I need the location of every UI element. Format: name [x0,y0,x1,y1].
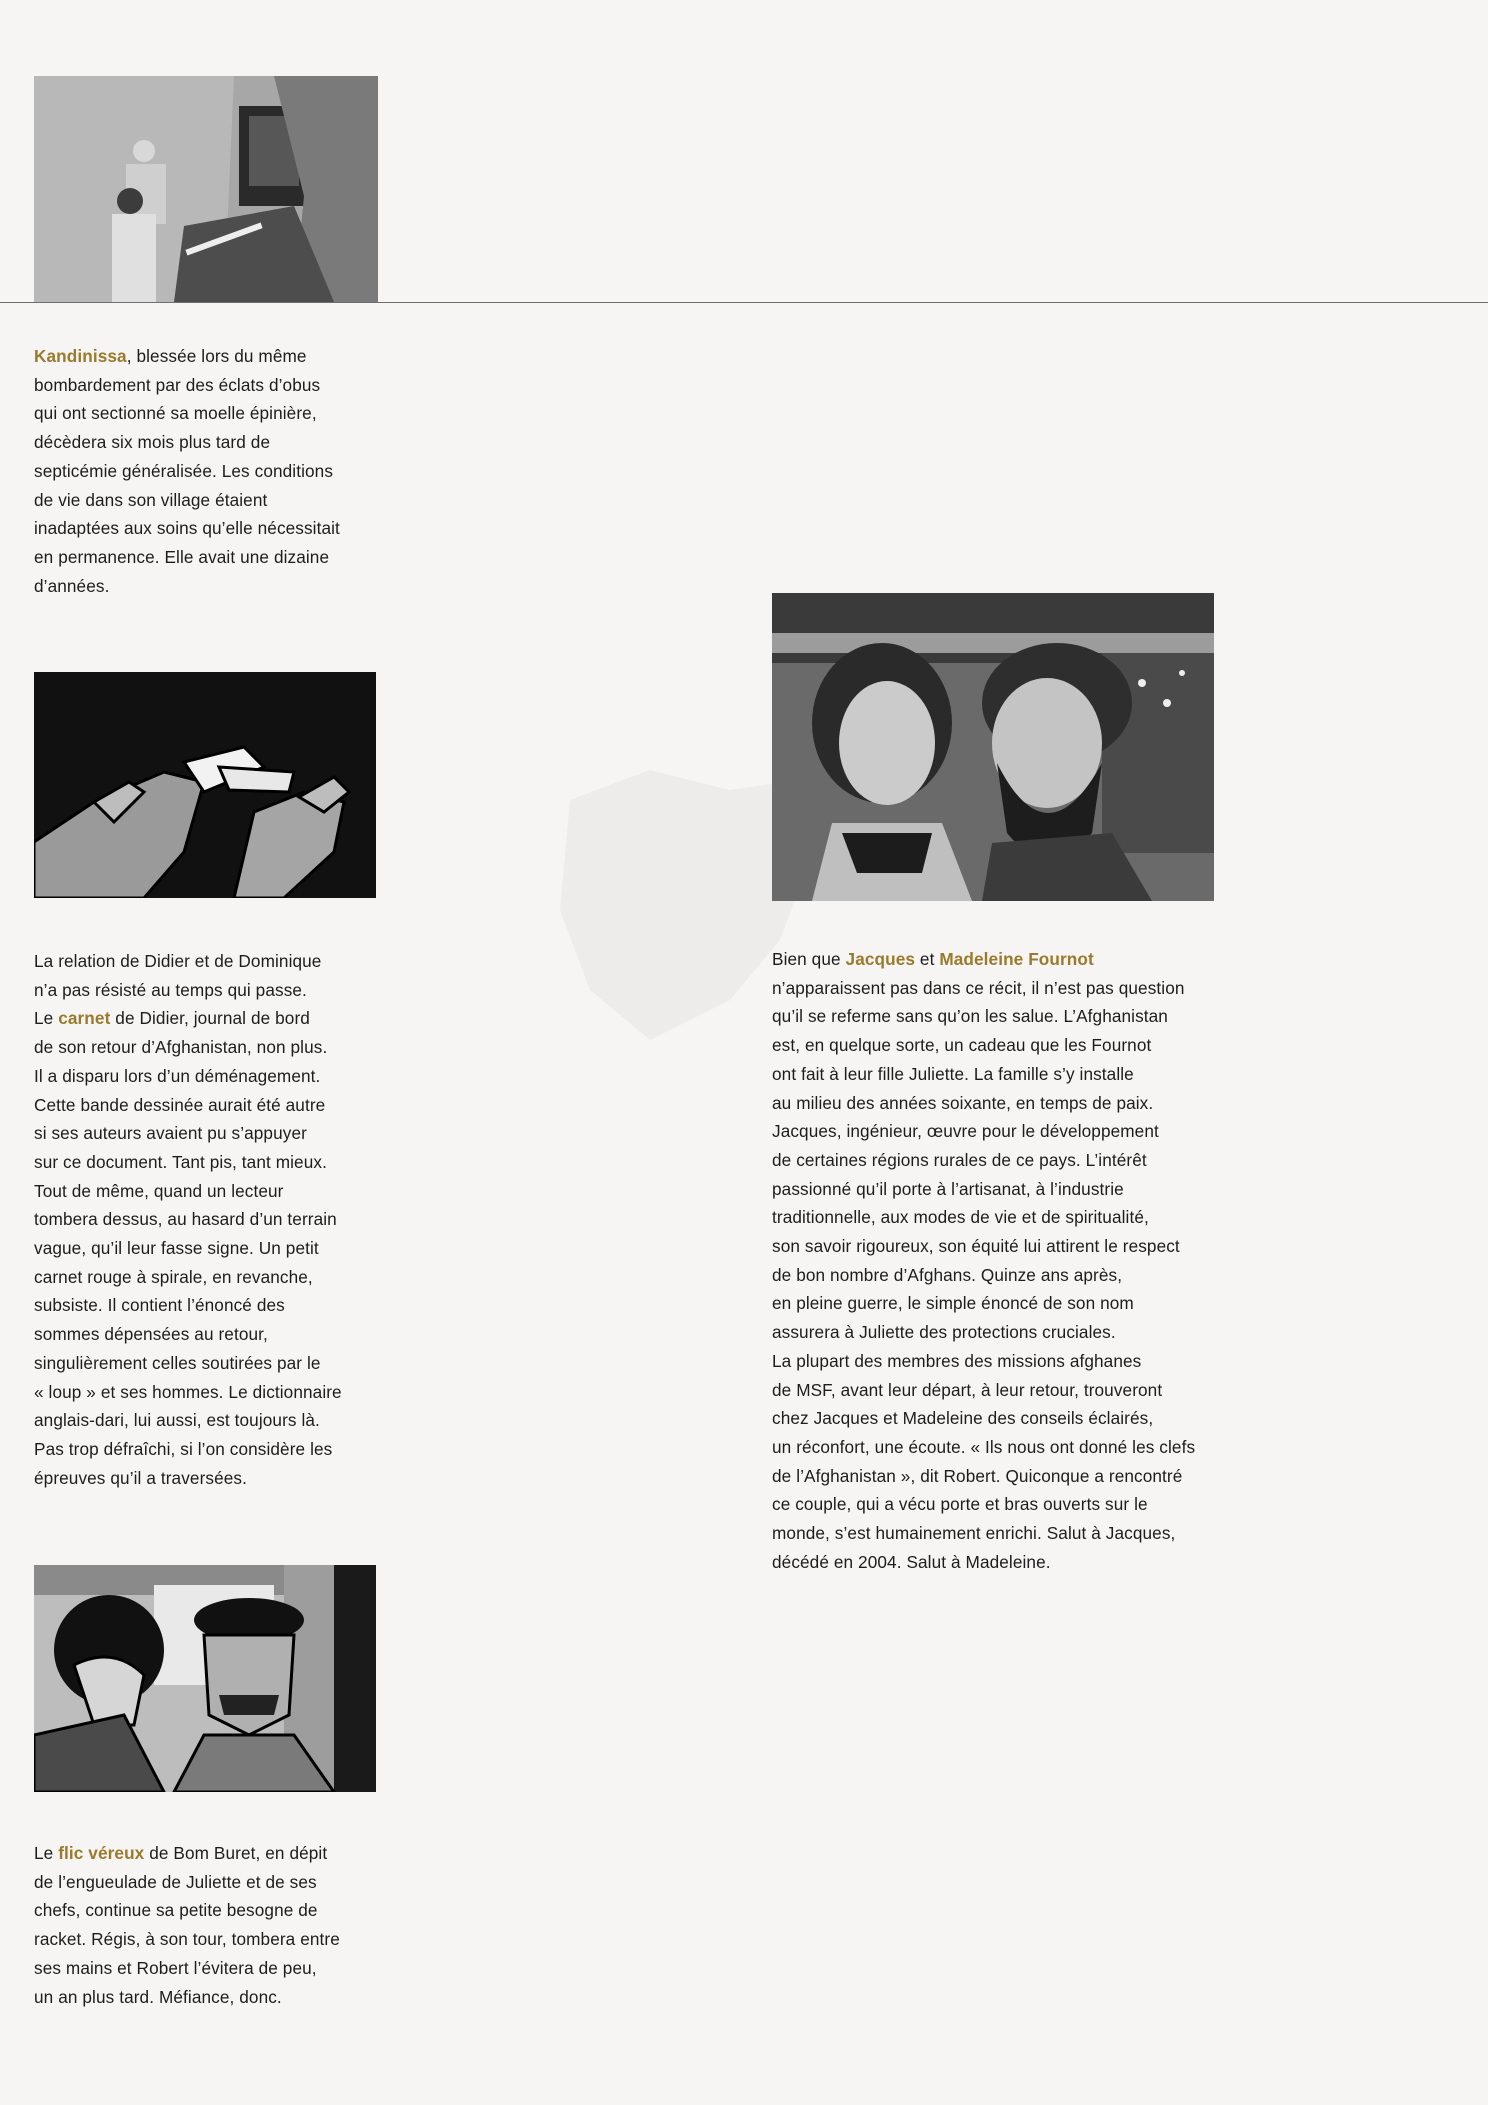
text-segment: de l’engueulade de Juliette et de ses [34,1871,317,1892]
text-line [772,1404,1292,1433]
text-line [34,371,414,400]
text-line [34,1119,414,1148]
text-line [772,1060,1292,1089]
text-segment: et [915,949,940,969]
paragraph-kandinissa [34,342,414,600]
text-line [34,1033,414,1062]
photo-hands-papers [34,672,376,898]
text-line [34,342,414,371]
text-segment: Jacques, ingénieur, œuvre pour le développement [772,1121,1159,1142]
text-line [772,1232,1292,1261]
paragraph-carnet [34,947,414,1492]
highlighted-term: Jacques [845,949,916,969]
text-segment: en permanence. Elle avait une dizaine [34,546,330,567]
text-segment: ont fait à leur fille Juliette. La famille s’y installe [772,1063,1134,1084]
text-segment: subsiste. Il contient l’énoncé des [34,1295,285,1316]
text-segment: en pleine guerre, le simple énoncé de son nom [772,1293,1134,1314]
bw-portrait-couple-icon [772,593,1214,901]
text-segment: ce couple, qui a vécu porte et bras ouverts sur le [772,1494,1148,1515]
text-line [34,947,414,976]
text-line [772,1089,1292,1118]
text-segment: au milieu des années soixante, en temps de paix. [772,1092,1154,1113]
text-segment: « loup » et ses hommes. Le dictionnaire [34,1381,342,1402]
highlighted-term: flic véreux [58,1843,145,1863]
text-segment: Pas trop défraîchi, si l’on considère les [34,1438,333,1459]
highlighted-term: Madeleine Fournot [939,949,1094,969]
text-line [34,1205,414,1234]
text-segment: chez Jacques et Madeleine des conseils éclairés, [772,1408,1154,1429]
text-segment: qu’il se referme sans qu’on les salue. L’Afghanistan [772,1006,1168,1027]
text-line [34,1896,414,1925]
text-line [34,428,414,457]
text-line [772,1261,1292,1290]
text-segment: son savoir rigoureux, son équité lui attirent le respect [772,1236,1180,1257]
text-line [772,1433,1292,1462]
highlighted-term: Kandinissa [34,346,127,366]
text-segment: de son retour d’Afghanistan, non plus. [34,1037,328,1058]
text-segment: qui ont sectionné sa moelle épinière, [34,403,317,424]
horizontal-rule [0,302,1488,303]
text-line [772,1117,1292,1146]
text-segment: Il a disparu lors d’un déménagement. [34,1065,321,1086]
text-line [772,1548,1292,1577]
text-line [34,1868,414,1897]
text-segment: sur ce document. Tant pis, tant mieux. [34,1151,327,1172]
text-line [34,1091,414,1120]
text-line [34,1263,414,1292]
text-segment: Le [34,1008,59,1029]
text-segment: n’apparaissent pas dans ce récit, il n’est pas question [772,977,1185,998]
text-segment: de l’Afghanistan », dit Robert. Quiconque a rencontré [772,1465,1183,1486]
text-line [34,543,414,572]
text-line [34,1925,414,1954]
text-segment: La relation de Didier et de Dominique [34,951,322,971]
text-line [772,974,1292,1003]
text-segment: singulièrement celles soutirées par le [34,1352,321,1373]
text-line [772,1289,1292,1318]
text-line [34,1004,414,1033]
text-segment: de MSF, avant leur départ, à leur retour, trouveront [772,1379,1163,1400]
photo-fournot-couple [772,593,1214,901]
text-segment: bombardement par des éclats d’obus [34,374,321,395]
text-line [34,1378,414,1407]
paragraph-fournot [772,945,1292,1576]
text-segment: , blessée lors du même [126,346,307,366]
text-segment: monde, s’est humainement enrichi. Salut à Jacques, [772,1523,1176,1544]
text-line [34,457,414,486]
text-segment: chefs, continue sa petite besogne de [34,1900,318,1921]
text-line [772,945,1292,974]
text-segment: d’années. [34,575,110,596]
text-segment: Tout de même, quand un lecteur [34,1180,284,1201]
text-line [34,1320,414,1349]
text-line [34,976,414,1005]
text-line [34,1234,414,1263]
text-segment: vague, qu’il leur fasse signe. Un petit [34,1238,319,1259]
text-line [34,1148,414,1177]
photo-doorway [34,76,378,302]
bw-photo-men-at-doorway-icon [34,76,378,302]
text-segment: épreuves qu’il a traversées. [34,1467,247,1488]
text-segment: racket. Régis, à son tour, tombera entre [34,1929,340,1950]
text-line [34,1464,414,1493]
text-segment: n’a pas résisté au temps qui passe. [34,979,307,1000]
text-segment: décèdera six mois plus tard de [34,432,271,453]
text-line [34,1349,414,1378]
text-line [34,1062,414,1091]
text-segment: septicémie généralisée. Les conditions [34,460,334,481]
text-segment: La plupart des membres des missions afghanes [772,1350,1142,1371]
text-segment: ses mains et Robert l’évitera de peu, [34,1957,317,1978]
text-line [34,572,414,601]
text-segment: un réconfort, une écoute. « Ils nous ont donné les clefs [772,1436,1196,1457]
text-line [34,1406,414,1435]
text-line [34,1435,414,1464]
paragraph-flic-vereux [34,1839,414,2011]
text-segment: Bien que [772,949,846,969]
text-line [772,1318,1292,1347]
text-segment: Cette bande dessinée aurait été autre [34,1094,326,1115]
photo-policeman [34,1565,376,1792]
text-line [34,399,414,428]
text-segment: si ses auteurs avaient pu s’appuyer [34,1123,307,1144]
text-line [34,1839,414,1868]
text-segment: passionné qu’il porte à l’artisanat, à l’industrie [772,1178,1124,1199]
text-segment: de certaines régions rurales de ce pays. L’intérêt [772,1149,1147,1170]
text-segment: Le [34,1843,59,1863]
text-line [772,1203,1292,1232]
text-segment: un an plus tard. Méfiance, donc. [34,1986,282,2007]
text-line [772,1175,1292,1204]
text-line [34,514,414,543]
text-segment: de Bom Buret, en dépit [144,1843,328,1863]
text-line [772,1462,1292,1491]
text-segment: inadaptées aux soins qu’elle nécessitait [34,518,340,539]
comic-panel-hands-holding-papers-icon [34,672,376,898]
text-line [34,1954,414,1983]
text-line [34,1983,414,2012]
text-line [772,1347,1292,1376]
text-line [34,1177,414,1206]
highlighted-term: carnet [58,1008,111,1029]
comic-panel-policeman-and-man-icon [34,1565,376,1792]
text-line [772,1002,1292,1031]
text-segment: est, en quelque sorte, un cadeau que les Fournot [772,1035,1152,1056]
text-segment: anglais-dari, lui aussi, est toujours là. [34,1410,320,1431]
text-segment: sommes dépensées au retour, [34,1324,268,1345]
text-segment: de vie dans son village étaient [34,489,268,510]
text-line [34,1291,414,1320]
text-segment: tombera dessus, au hasard d’un terrain [34,1209,337,1230]
text-line [772,1031,1292,1060]
text-segment: de Didier, journal de bord [110,1008,310,1029]
text-segment: carnet rouge à spirale, en revanche, [34,1266,313,1287]
text-segment: de bon nombre d’Afghans. Quinze ans après, [772,1264,1123,1285]
text-segment: assurera à Juliette des protections cruciales. [772,1322,1116,1343]
text-segment: traditionnelle, aux modes de vie et de spiritualité, [772,1207,1149,1228]
text-line [772,1146,1292,1175]
text-line [34,486,414,515]
text-line [772,1490,1292,1519]
text-line [772,1376,1292,1405]
text-line [772,1519,1292,1548]
text-segment: décédé en 2004. Salut à Madeleine. [772,1551,1051,1572]
